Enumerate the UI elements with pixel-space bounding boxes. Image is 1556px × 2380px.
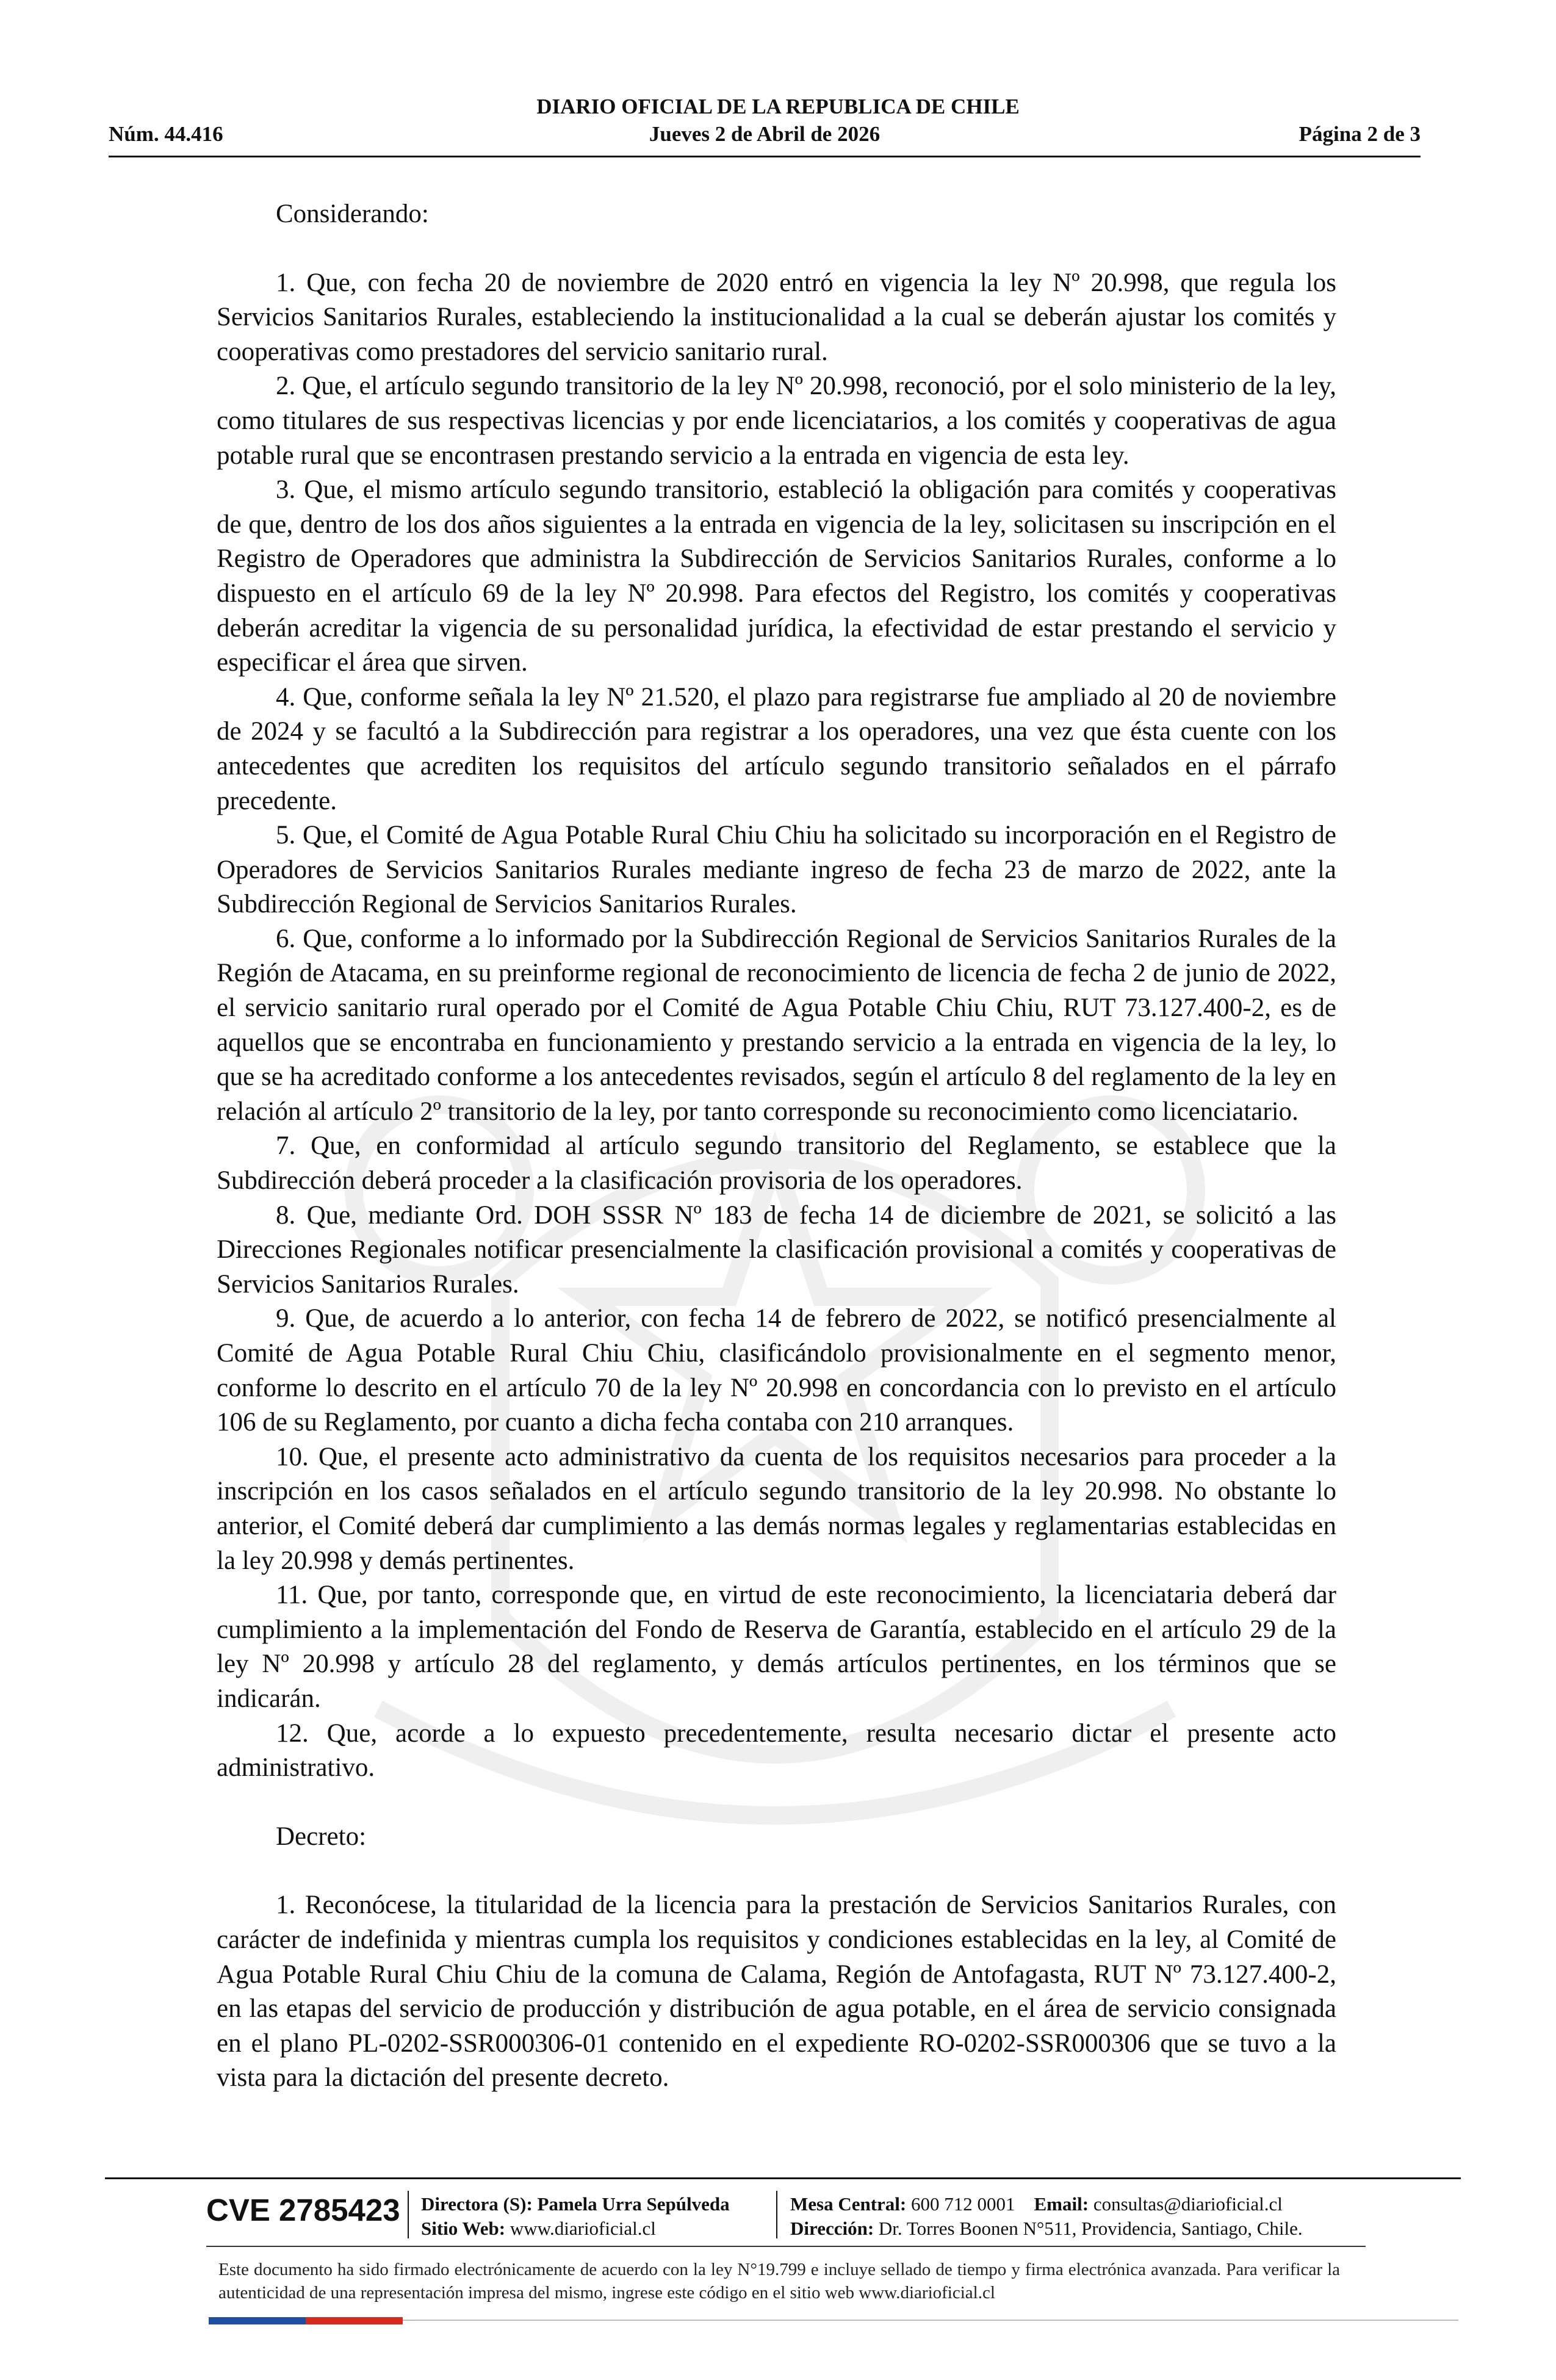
considerando-paragraph: 10. Que, el presente acto administrativo da cuenta de los requisitos necesarios para proceder a la inscripción en los casos señalados en el artículo segundo transitorio de la ley 20.998. No obstante lo anterior, el Comité deberá dar cumplimiento a las demás normas legales y reglamentarias establecidas en la ley 20.998 y demás pertinentes. (217, 1442, 1336, 1575)
header-divider (109, 156, 1421, 157)
document-body (217, 192, 1336, 2096)
flag-red-segment (306, 2317, 403, 2324)
address-value: Dr. Torres Boonen N°511, Providencia, Santiago, Chile. (878, 2218, 1303, 2239)
header-row (109, 122, 1421, 149)
considerando-paragraph: 7. Que, en conformidad al artículo segundo transitorio del Reglamento, se establece que la Subdirección deberá proceder a la clasificación provisoria de los operadores. (217, 1131, 1336, 1195)
footer-legal-notice: Este documento ha sido firmado electrónicamente de acuerdo con la ley N°19.799 e incluye sellado de tiempo y firma electrónica avanzada. Para verificar la autenticidad de una representación impresa del mismo, ingrese este código en el sitio web www.diarioficial.cl (218, 2260, 1340, 2302)
newspaper-title: DIARIO OFICIAL DE LA REPUBLICA DE CHILE (536, 95, 1020, 118)
flag-blue-segment (209, 2317, 306, 2324)
web-link[interactable]: www.diarioficial.cl (510, 2218, 656, 2239)
flag-stripe (209, 2317, 403, 2324)
footer-separator (776, 2191, 777, 2238)
mesa-label: Mesa Central: (790, 2193, 907, 2215)
considerando-heading: Considerando: (276, 200, 429, 228)
footer-divider-top (105, 2177, 1461, 2179)
footer-directory-block (421, 2192, 730, 2241)
considerando-paragraph: 6. Que, conforme a lo informado por la Subdirección Regional de Servicios Sanitarios Rurales de la Región de Atacama, en su preinforme regional de reconocimiento de licencia de fecha 2 de junio de 2022, el servicio sanitario rural operado por el Comité de Agua Potable Chiu Chiu, RUT 73.127.400-2, es de aquellos que se encontraba en funcionamiento y prestando servicio a la entrada en vigencia de la ley, lo que se ha acreditado conforme a los antecedentes revisados, según el artículo 8 del reglamento de la ley en relación al artículo 2º transitorio de la ley, por tanto corresponde su reconocimiento como licenciatario. (217, 924, 1336, 1126)
considerando-paragraph: 1. Que, con fecha 20 de noviembre de 2020 entró en vigencia la ley Nº 20.998, que regula los Servicios Sanitarios Rurales, estableciendo la institucionalidad a la cual se deberán ajustar los comités y cooperativas como prestadores del servicio sanitario rural. (217, 268, 1336, 366)
considerando-paragraph: 4. Que, conforme señala la ley Nº 21.520, el plazo para registrarse fue ampliado al 20 de noviembre de 2024 y se facultó a la Subdirección para registrar a los operadores, una vez que ésta cuente con los antecedentes que acrediten los requisitos del artículo segundo transitorio señalados en el párrafo precedente. (217, 682, 1336, 815)
considerando-paragraph: 12. Que, acorde a lo expuesto precedentemente, resulta necesario dictar el presente acto administrativo. (217, 1718, 1336, 1783)
considerando-paragraph: 3. Que, el mismo artículo segundo transitorio, estableció la obligación para comités y cooperativas de que, dentro de los dos años siguientes a la entrada en vigencia de la ley, solicitasen su inscripción en el Registro de Operadores que administra la Subdirección de Servicios Sanitarios Rurales, conforme a lo dispuesto en el artículo 69 de la ley Nº 20.998. Para efectos del Registro, los comités y cooperativas deberán acreditar la vigencia de su personalidad jurídica, la efectividad de estar prestando el servicio y especificar el área que sirven. (217, 475, 1336, 677)
footer-separator (408, 2191, 409, 2238)
page-number: Página 2 de 3 (1298, 122, 1421, 146)
cve-code: CVE 2785423 (206, 2193, 400, 2227)
decreto-paragraph: 1. Reconócese, la titularidad de la licencia para la prestación de Servicios Sanitarios Rurales, con carácter de indefinida y mientras cumpla los requisitos y condiciones establecidas en la ley, al Comité de Agua Potable Rural Chiu Chiu de la comuna de Calama, Región de Antofagasta, RUT Nº 73.127.400-2, en las etapas del servicio de producción y distribución de agua potable, en el área de servicio consignada en el plano PL-0202-SSR000306-01 contenido en el expediente RO-0202-SSR000306 que se tuvo a la vista para la dictación del presente decreto. (217, 1891, 1336, 2093)
considerando-paragraph: 9. Que, de acuerdo a lo anterior, con fecha 14 de febrero de 2022, se notificó presencialmente al Comité de Agua Potable Rural Chiu Chiu, clasificándolo provisionalmente en el segmento menor, conforme lo descrito en el artículo 70 de la ley Nº 20.998 en concordancia con lo previsto en el artículo 106 de su Reglamento, por cuanto a dicha fecha contaba con 210 arranques. (217, 1304, 1336, 1437)
director-name: Pamela Urra Sepúlveda (537, 2193, 730, 2215)
web-label: Sitio Web: (421, 2218, 506, 2239)
mesa-phone: 600 712 0001 (911, 2193, 1015, 2215)
address-label: Dirección: (790, 2218, 874, 2239)
email-link[interactable]: consultas@diarioficial.cl (1093, 2193, 1283, 2215)
footer-divider-mid (206, 2246, 1366, 2247)
issue-number: Núm. 44.416 (109, 122, 223, 146)
footer-divider-bottom (403, 2320, 1458, 2321)
issue-date: Jueves 2 de Abril de 2026 (649, 122, 881, 146)
considerando-paragraph: 8. Que, mediante Ord. DOH SSSR Nº 183 de fecha 14 de diciembre de 2021, se solicitó a las Direcciones Regionales notificar presencialmente la clasificación provisional a comités y cooperativas de Servicios Sanitarios Rurales. (217, 1200, 1336, 1299)
considerando-paragraph: 5. Que, el Comité de Agua Potable Rural Chiu Chiu ha solicitado su incorporación en el Registro de Operadores de Servicios Sanitarios Rurales mediante ingreso de fecha 23 de marzo de 2022, ante la Subdirección Regional de Servicios Sanitarios Rurales. (217, 821, 1336, 919)
director-label: Directora (S): (421, 2193, 533, 2215)
decreto-heading: Decreto: (276, 1822, 367, 1851)
considerando-paragraph: 11. Que, por tanto, corresponde que, en virtud de este reconocimiento, la licenciataria deberá dar cumplimiento a la implementación del Fondo de Reserva de Garantía, establecido en el artículo 29 de la ley Nº 20.998 y artículo 28 del reglamento, y demás artículos pertinentes, en los términos que se indicarán. (217, 1581, 1336, 1713)
considerando-paragraph: 2. Que, el artículo segundo transitorio de la ley Nº 20.998, reconoció, por el solo ministerio de la ley, como titulares de sus respectivas licencias y por ende licenciatarios, a los comités y cooperativas de agua potable rural que se encontrasen prestando servicio a la entrada en vigencia de esta ley. (217, 372, 1336, 470)
email-label: Email: (1034, 2193, 1089, 2215)
footer-contact-block (790, 2192, 1303, 2241)
